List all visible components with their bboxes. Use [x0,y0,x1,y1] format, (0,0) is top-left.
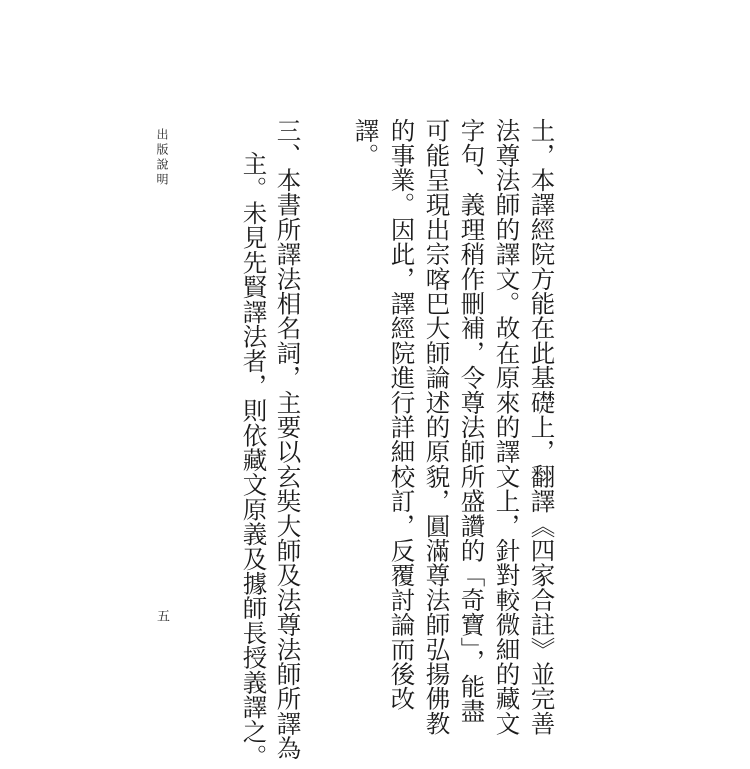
running-header: 出版說明 [155,128,169,188]
text-column-2: 法尊法師的譯文。故在原來的譯文上，針對較微細的藏文 [492,118,522,736]
text-column-3: 字句、義理稍作刪補，令尊法師所盛讚的「奇寶」，能盡 [457,118,487,724]
text-column-8-item-three-continued: 主。未見先賢譯法者，則依藏文原義及據師長授義譯之。 [239,151,269,769]
text-column-5: 的事業。因此，譯經院進行詳細校訂，反覆討論而後改 [387,118,417,711]
text-column-1: 土，本譯經院方能在此基礎上，翻譯《四家合註》並完善 [527,118,557,736]
text-column-6: 譯。 [351,118,381,168]
page-number: 五 [154,609,169,622]
text-column-4: 可能呈現出宗喀巴大師論述的原貌，圓滿尊法師弘揚佛教 [422,118,452,736]
text-column-7-item-three: 三、本書所譯法相名詞，主要以玄奘大師及法尊法師所譯為 [273,118,303,761]
